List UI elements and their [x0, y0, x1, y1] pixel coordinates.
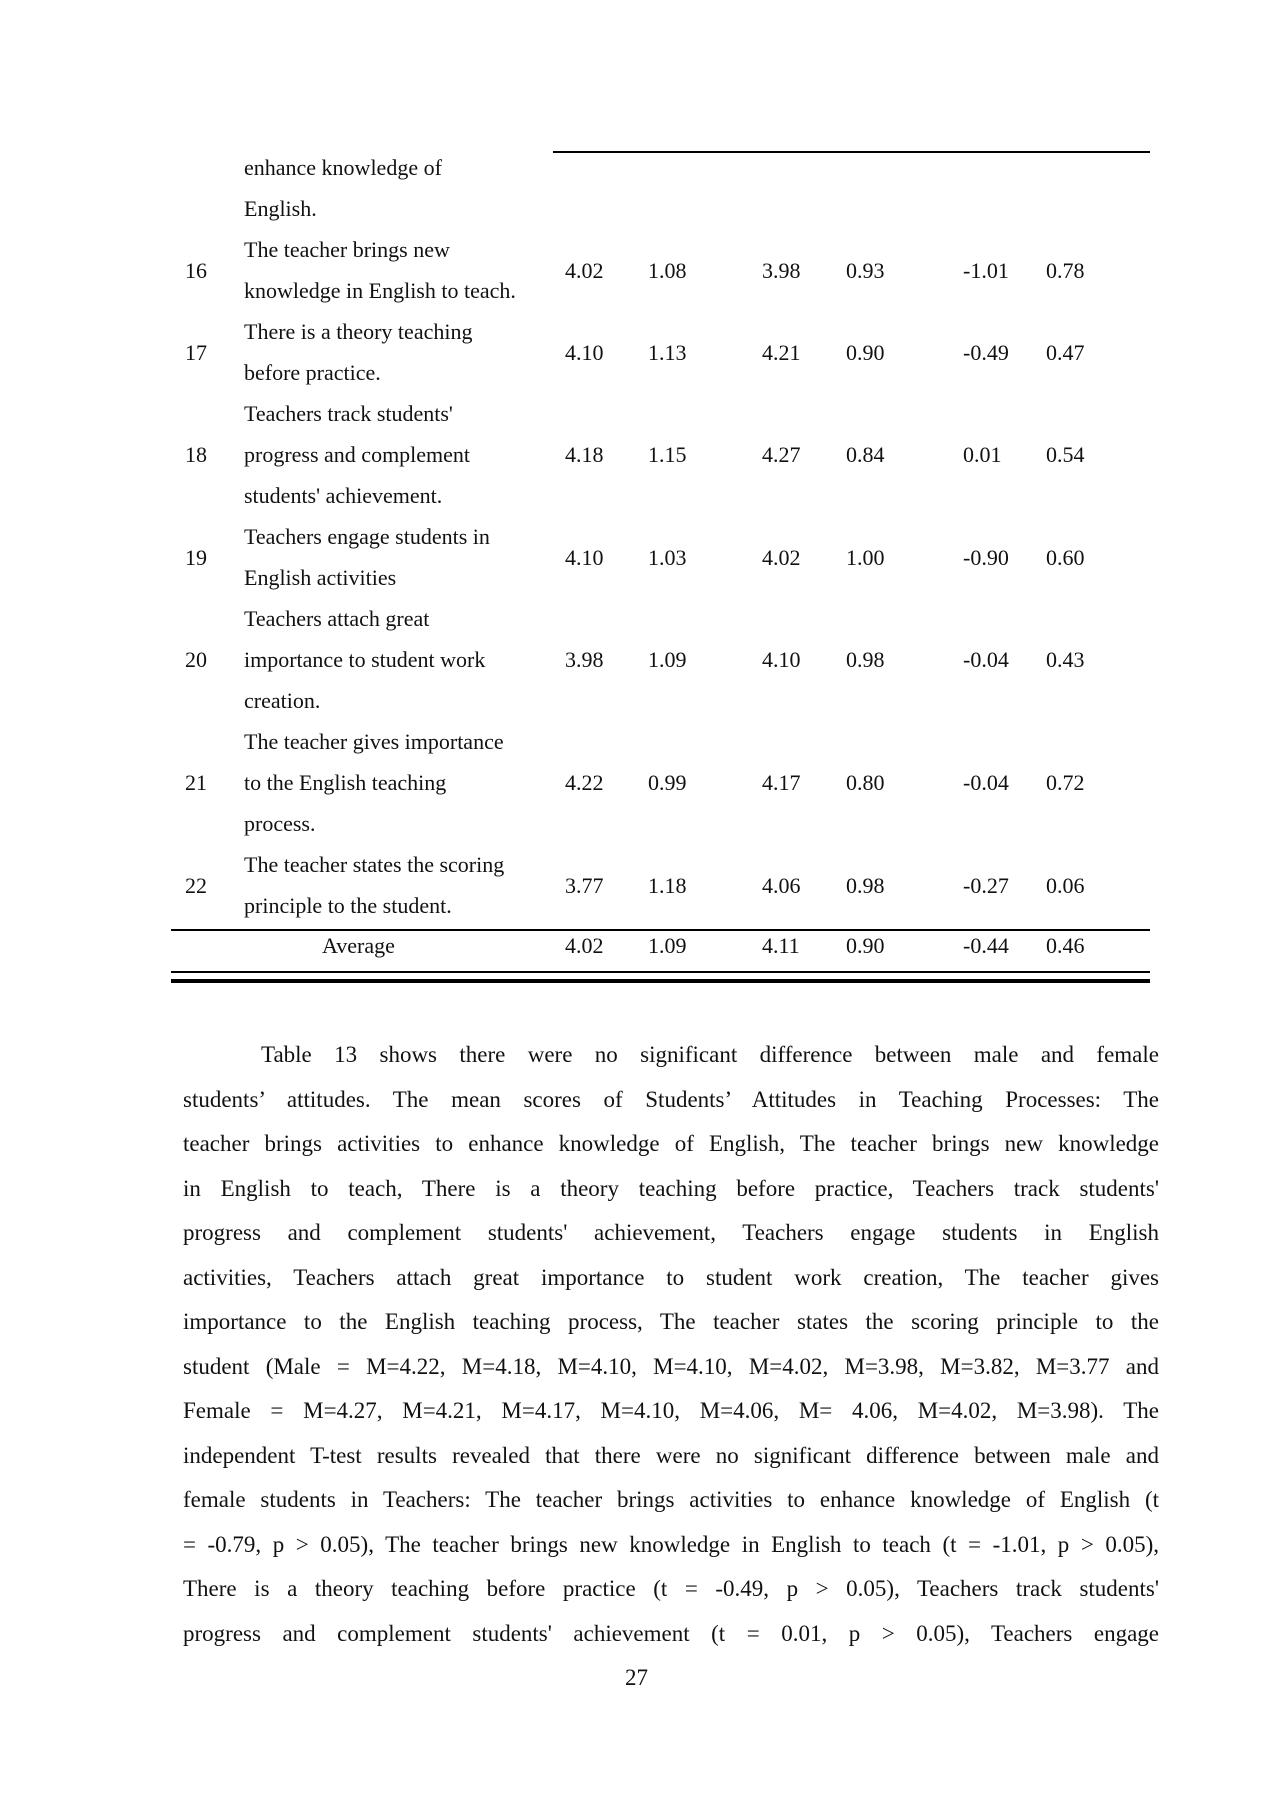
item-description-line: knowledge in English to teach.	[244, 278, 516, 303]
paragraph-line: progress and complement students' achievement, Teachers engage students in English	[183, 1220, 1159, 1245]
paragraph-line: = -0.79, p > 0.05), The teacher brings new knowledge in English to teach (t = -1.01, p > 0.05),	[183, 1531, 1159, 1557]
cell-male-sd: 1.09	[648, 647, 687, 672]
cell-female-m: 4.06	[762, 872, 801, 898]
item-description-line: enhance knowledge of	[244, 155, 442, 180]
cell-female-m: 4.02	[762, 544, 801, 570]
average-label: Average	[322, 933, 395, 958]
cell-male-sd: 1.03	[648, 544, 687, 570]
cell-t: -0.27	[963, 872, 1009, 898]
cell-t: -0.04	[963, 647, 1009, 672]
paragraph-line: independent T-test results revealed that there were no significant difference between male and	[183, 1442, 1159, 1468]
item-description-line: process.	[244, 811, 316, 836]
cell-t: -1.01	[963, 257, 1009, 283]
item-description-line: students' achievement.	[244, 483, 443, 508]
cell-female-m: 4.10	[762, 647, 801, 672]
cell-no: 19	[185, 544, 207, 570]
item-description-line: There is a theory teaching	[244, 319, 473, 344]
average-p: 0.46	[1046, 933, 1085, 958]
cell-t: 0.01	[963, 442, 1002, 467]
paragraph-line: Female = M=4.27, M=4.21, M=4.17, M=4.10, M=4.06, M= 4.06, M=4.02, M=3.98). The	[183, 1398, 1159, 1423]
cell-p: 0.06	[1046, 872, 1085, 898]
average-female-sd: 0.90	[846, 933, 885, 958]
paragraph-line: Table 13 shows there were no significant difference between male and female	[261, 1042, 1159, 1067]
average-male-sd: 1.09	[648, 933, 687, 958]
paragraph-line: teacher brings activities to enhance knowledge of English, The teacher brings new knowledge	[183, 1131, 1159, 1156]
cell-no: 21	[185, 770, 207, 795]
cell-male-sd: 1.13	[648, 339, 687, 365]
cell-p: 0.43	[1046, 647, 1085, 672]
cell-female-sd: 0.90	[846, 339, 885, 365]
cell-male-sd: 1.15	[648, 442, 687, 467]
paragraph-line: There is a theory teaching before practice (t = -0.49, p > 0.05), Teachers track students'	[183, 1576, 1159, 1601]
cell-female-m: 3.98	[762, 257, 801, 283]
cell-male-m: 4.10	[565, 544, 604, 570]
item-description-line: to the English teaching	[244, 770, 447, 795]
cell-male-m: 3.77	[565, 872, 604, 898]
paragraph-line: in English to teach, There is a theory teaching before practice, Teachers track students'	[183, 1175, 1159, 1201]
cell-male-sd: 1.08	[648, 257, 687, 283]
paragraph-line: importance to the English teaching process, The teacher states the scoring principle to the	[183, 1309, 1159, 1334]
item-description-line: creation.	[244, 688, 321, 713]
paragraph-line: student (Male = M=4.22, M=4.18, M=4.10, M=4.10, M=4.02, M=3.98, M=3.82, M=3.77 and	[183, 1353, 1159, 1379]
cell-no: 20	[185, 647, 207, 672]
item-description-line: The teacher gives importance	[244, 729, 504, 754]
cell-female-sd: 0.80	[846, 770, 885, 795]
table-top-rule	[553, 151, 1150, 153]
item-description-line: importance to student work	[244, 647, 486, 672]
average-female-m: 4.11	[762, 933, 800, 958]
cell-no: 17	[185, 339, 207, 365]
cell-male-sd: 0.99	[648, 770, 687, 795]
cell-t: -0.04	[963, 770, 1009, 795]
cell-no: 18	[185, 442, 207, 467]
cell-female-m: 4.27	[762, 442, 801, 467]
item-description-line: English activities	[244, 565, 397, 590]
paragraph-line: students’ attitudes. The mean scores of Students’ Attitudes in Teaching Processes: The	[183, 1086, 1159, 1112]
paragraph-line: female students in Teachers: The teacher brings activities to enhance knowledge of English (t	[183, 1487, 1159, 1512]
cell-male-m: 4.10	[565, 339, 604, 365]
cell-female-sd: 0.98	[846, 872, 885, 898]
cell-no: 16	[185, 257, 207, 283]
item-description-line: Teachers engage students in	[244, 524, 490, 549]
average-male-m: 4.02	[565, 933, 604, 958]
cell-t: -0.49	[963, 339, 1009, 365]
item-description-line: The teacher states the scoring	[244, 852, 505, 877]
item-description-line: The teacher brings new	[244, 237, 450, 262]
cell-female-m: 4.21	[762, 339, 801, 365]
cell-male-m: 3.98	[565, 647, 604, 672]
average-top-rule	[171, 929, 1150, 931]
cell-female-m: 4.17	[762, 770, 801, 795]
item-description-line: English.	[244, 196, 317, 221]
table-bottom-rule-2	[171, 979, 1150, 983]
item-description-line: progress and complement	[244, 442, 471, 467]
cell-t: -0.90	[963, 544, 1009, 570]
cell-female-sd: 0.98	[846, 647, 885, 672]
page-number: 27	[625, 1665, 648, 1690]
cell-male-m: 4.18	[565, 442, 604, 467]
cell-p: 0.60	[1046, 544, 1085, 570]
cell-no: 22	[185, 872, 207, 898]
cell-male-m: 4.02	[565, 257, 604, 283]
item-description-line: principle to the student.	[244, 893, 452, 918]
paragraph-line: progress and complement students' achievement (t = 0.01, p > 0.05), Teachers engage	[183, 1620, 1159, 1646]
cell-female-sd: 0.84	[846, 442, 885, 467]
cell-female-sd: 1.00	[846, 544, 885, 570]
cell-p: 0.47	[1046, 339, 1085, 365]
cell-female-sd: 0.93	[846, 257, 885, 283]
average-t: -0.44	[963, 933, 1009, 958]
cell-male-sd: 1.18	[648, 872, 687, 898]
item-description-line: before practice.	[244, 360, 381, 385]
cell-p: 0.72	[1046, 770, 1085, 795]
cell-p: 0.78	[1046, 257, 1085, 283]
paragraph-line: activities, Teachers attach great importance to student work creation, The teacher gives	[183, 1264, 1159, 1290]
item-description-line: Teachers track students'	[244, 401, 453, 426]
table-bottom-rule-1	[171, 971, 1150, 973]
cell-male-m: 4.22	[565, 770, 604, 795]
cell-p: 0.54	[1046, 442, 1085, 467]
item-description-line: Teachers attach great	[244, 606, 430, 631]
